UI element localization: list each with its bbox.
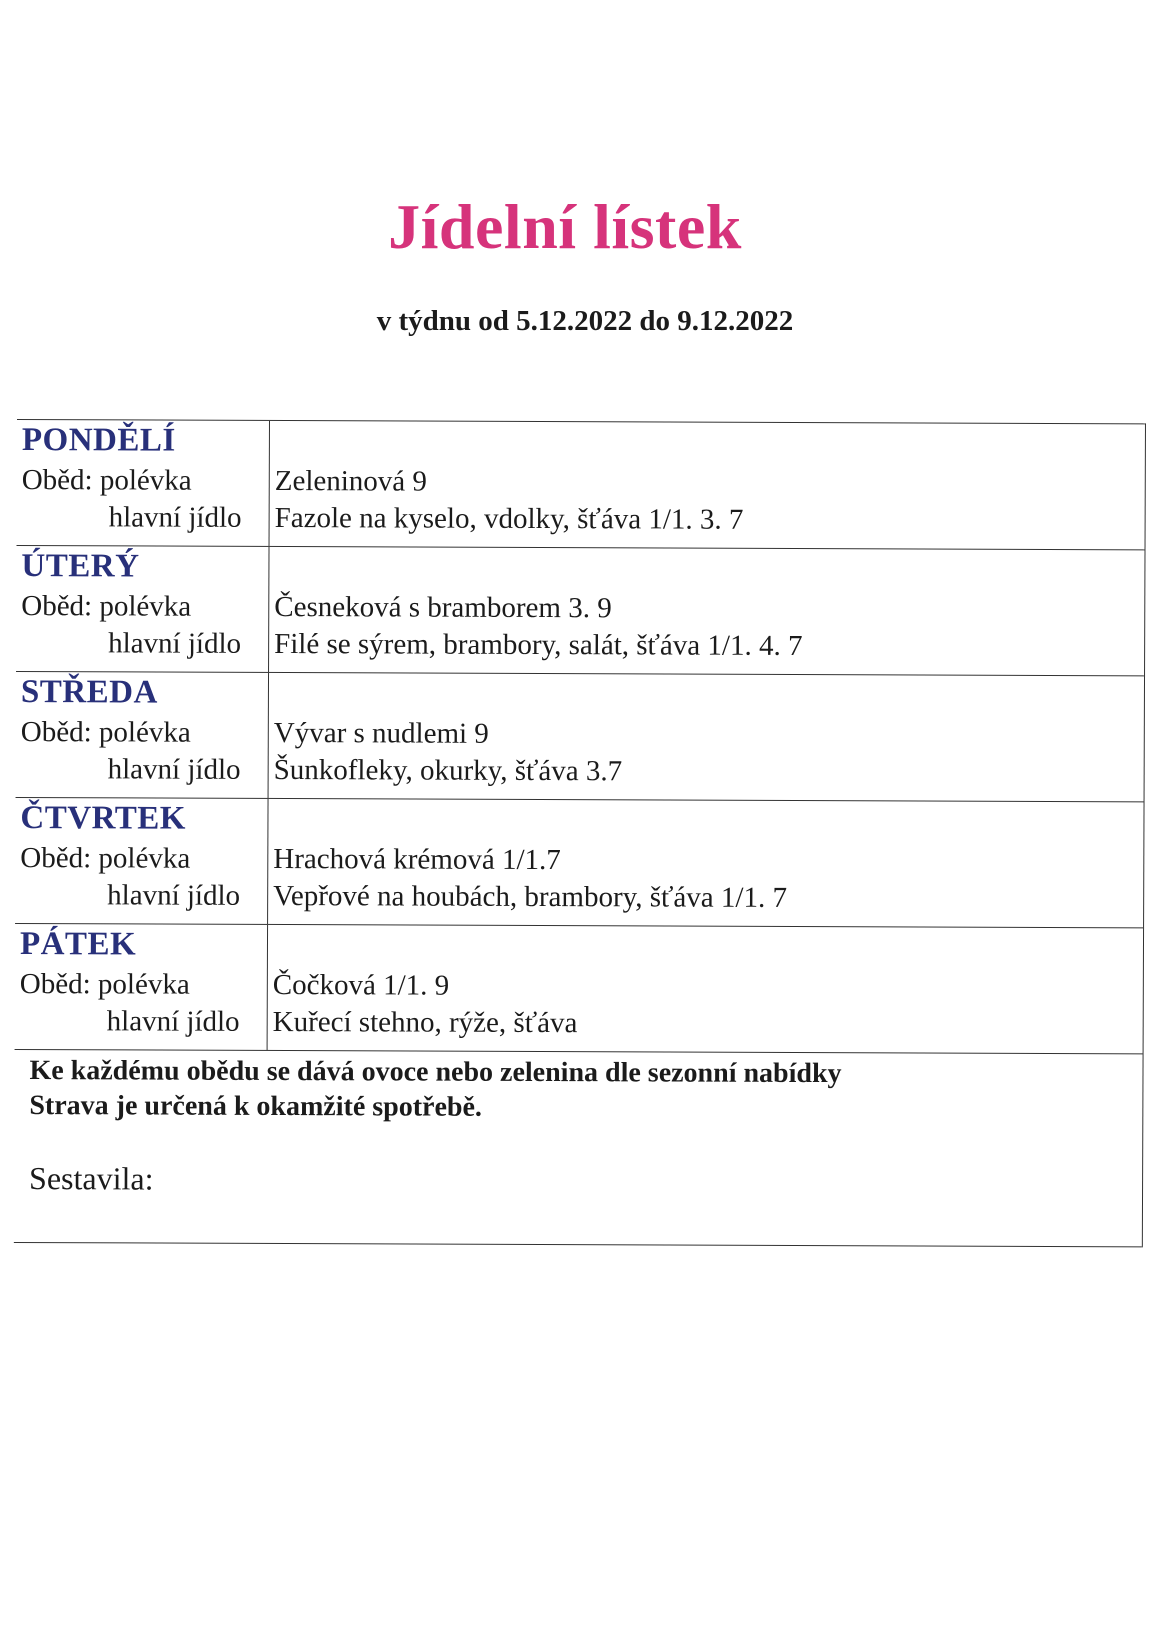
day-name: ČTVRTEK	[20, 800, 187, 837]
week-range: v týdnu od 5.12.2022 do 9.12.2022	[376, 305, 794, 337]
menu-table	[14, 419, 1146, 1247]
main-dish-label: hlavní jídlo	[107, 879, 241, 912]
main-dish-label: hlavní jídlo	[106, 1005, 240, 1038]
day-name: PÁTEK	[19, 926, 137, 963]
page-title: Jídelní lístek	[388, 191, 742, 262]
day-row-friday	[15, 924, 1143, 1054]
soup-label: Oběd: polévka	[20, 842, 191, 875]
main-dish-label: hlavní jídlo	[108, 501, 242, 534]
main-dish-label: hlavní jídlo	[107, 753, 241, 786]
day-name: ÚTERÝ	[21, 548, 140, 585]
main-dish: Filé se sýrem, brambory, salát, šťáva 1/1. 4. 7	[274, 627, 803, 663]
soup-dish: Vývar s nudlemi 9	[273, 716, 489, 750]
soup-dish: Hrachová krémová 1/1.7	[273, 842, 561, 877]
main-dish-label: hlavní jídlo	[108, 627, 242, 660]
main-dish: Vepřové na houbách, brambory, šťáva 1/1. 7	[273, 879, 788, 914]
day-row-tuesday	[16, 546, 1144, 676]
fruit-note: Ke každému obědu se dává ovoce nebo zelenina dle sezonní nabídky	[29, 1055, 842, 1090]
signed-by: Sestavila:	[29, 1160, 154, 1197]
day-row-monday	[17, 420, 1145, 550]
soup-dish: Česneková s bramborem 3. 9	[274, 590, 612, 625]
day-row-thursday	[15, 798, 1143, 928]
soup-dish: Čočková 1/1. 9	[272, 968, 450, 1002]
soup-label: Oběd: polévka	[21, 590, 192, 623]
main-dish: Kuřecí stehno, rýže, šťáva	[272, 1005, 578, 1040]
day-name: PONDĚLÍ	[21, 422, 176, 459]
main-dish: Fazole na kyselo, vdolky, šťáva 1/1. 3. 7	[274, 501, 744, 536]
consumption-note: Strava je určená k okamžité spotřebě.	[29, 1090, 483, 1123]
soup-label: Oběd: polévka	[19, 968, 190, 1001]
day-name: STŘEDA	[20, 674, 158, 711]
main-dish: Šunkofleky, okurky, šťáva 3.7	[273, 753, 623, 788]
day-row-wednesday	[16, 672, 1144, 802]
soup-label: Oběd: polévka	[21, 464, 192, 497]
soup-dish: Zeleninová 9	[274, 464, 428, 498]
menu-footer	[14, 1050, 1143, 1247]
soup-label: Oběd: polévka	[20, 716, 191, 749]
